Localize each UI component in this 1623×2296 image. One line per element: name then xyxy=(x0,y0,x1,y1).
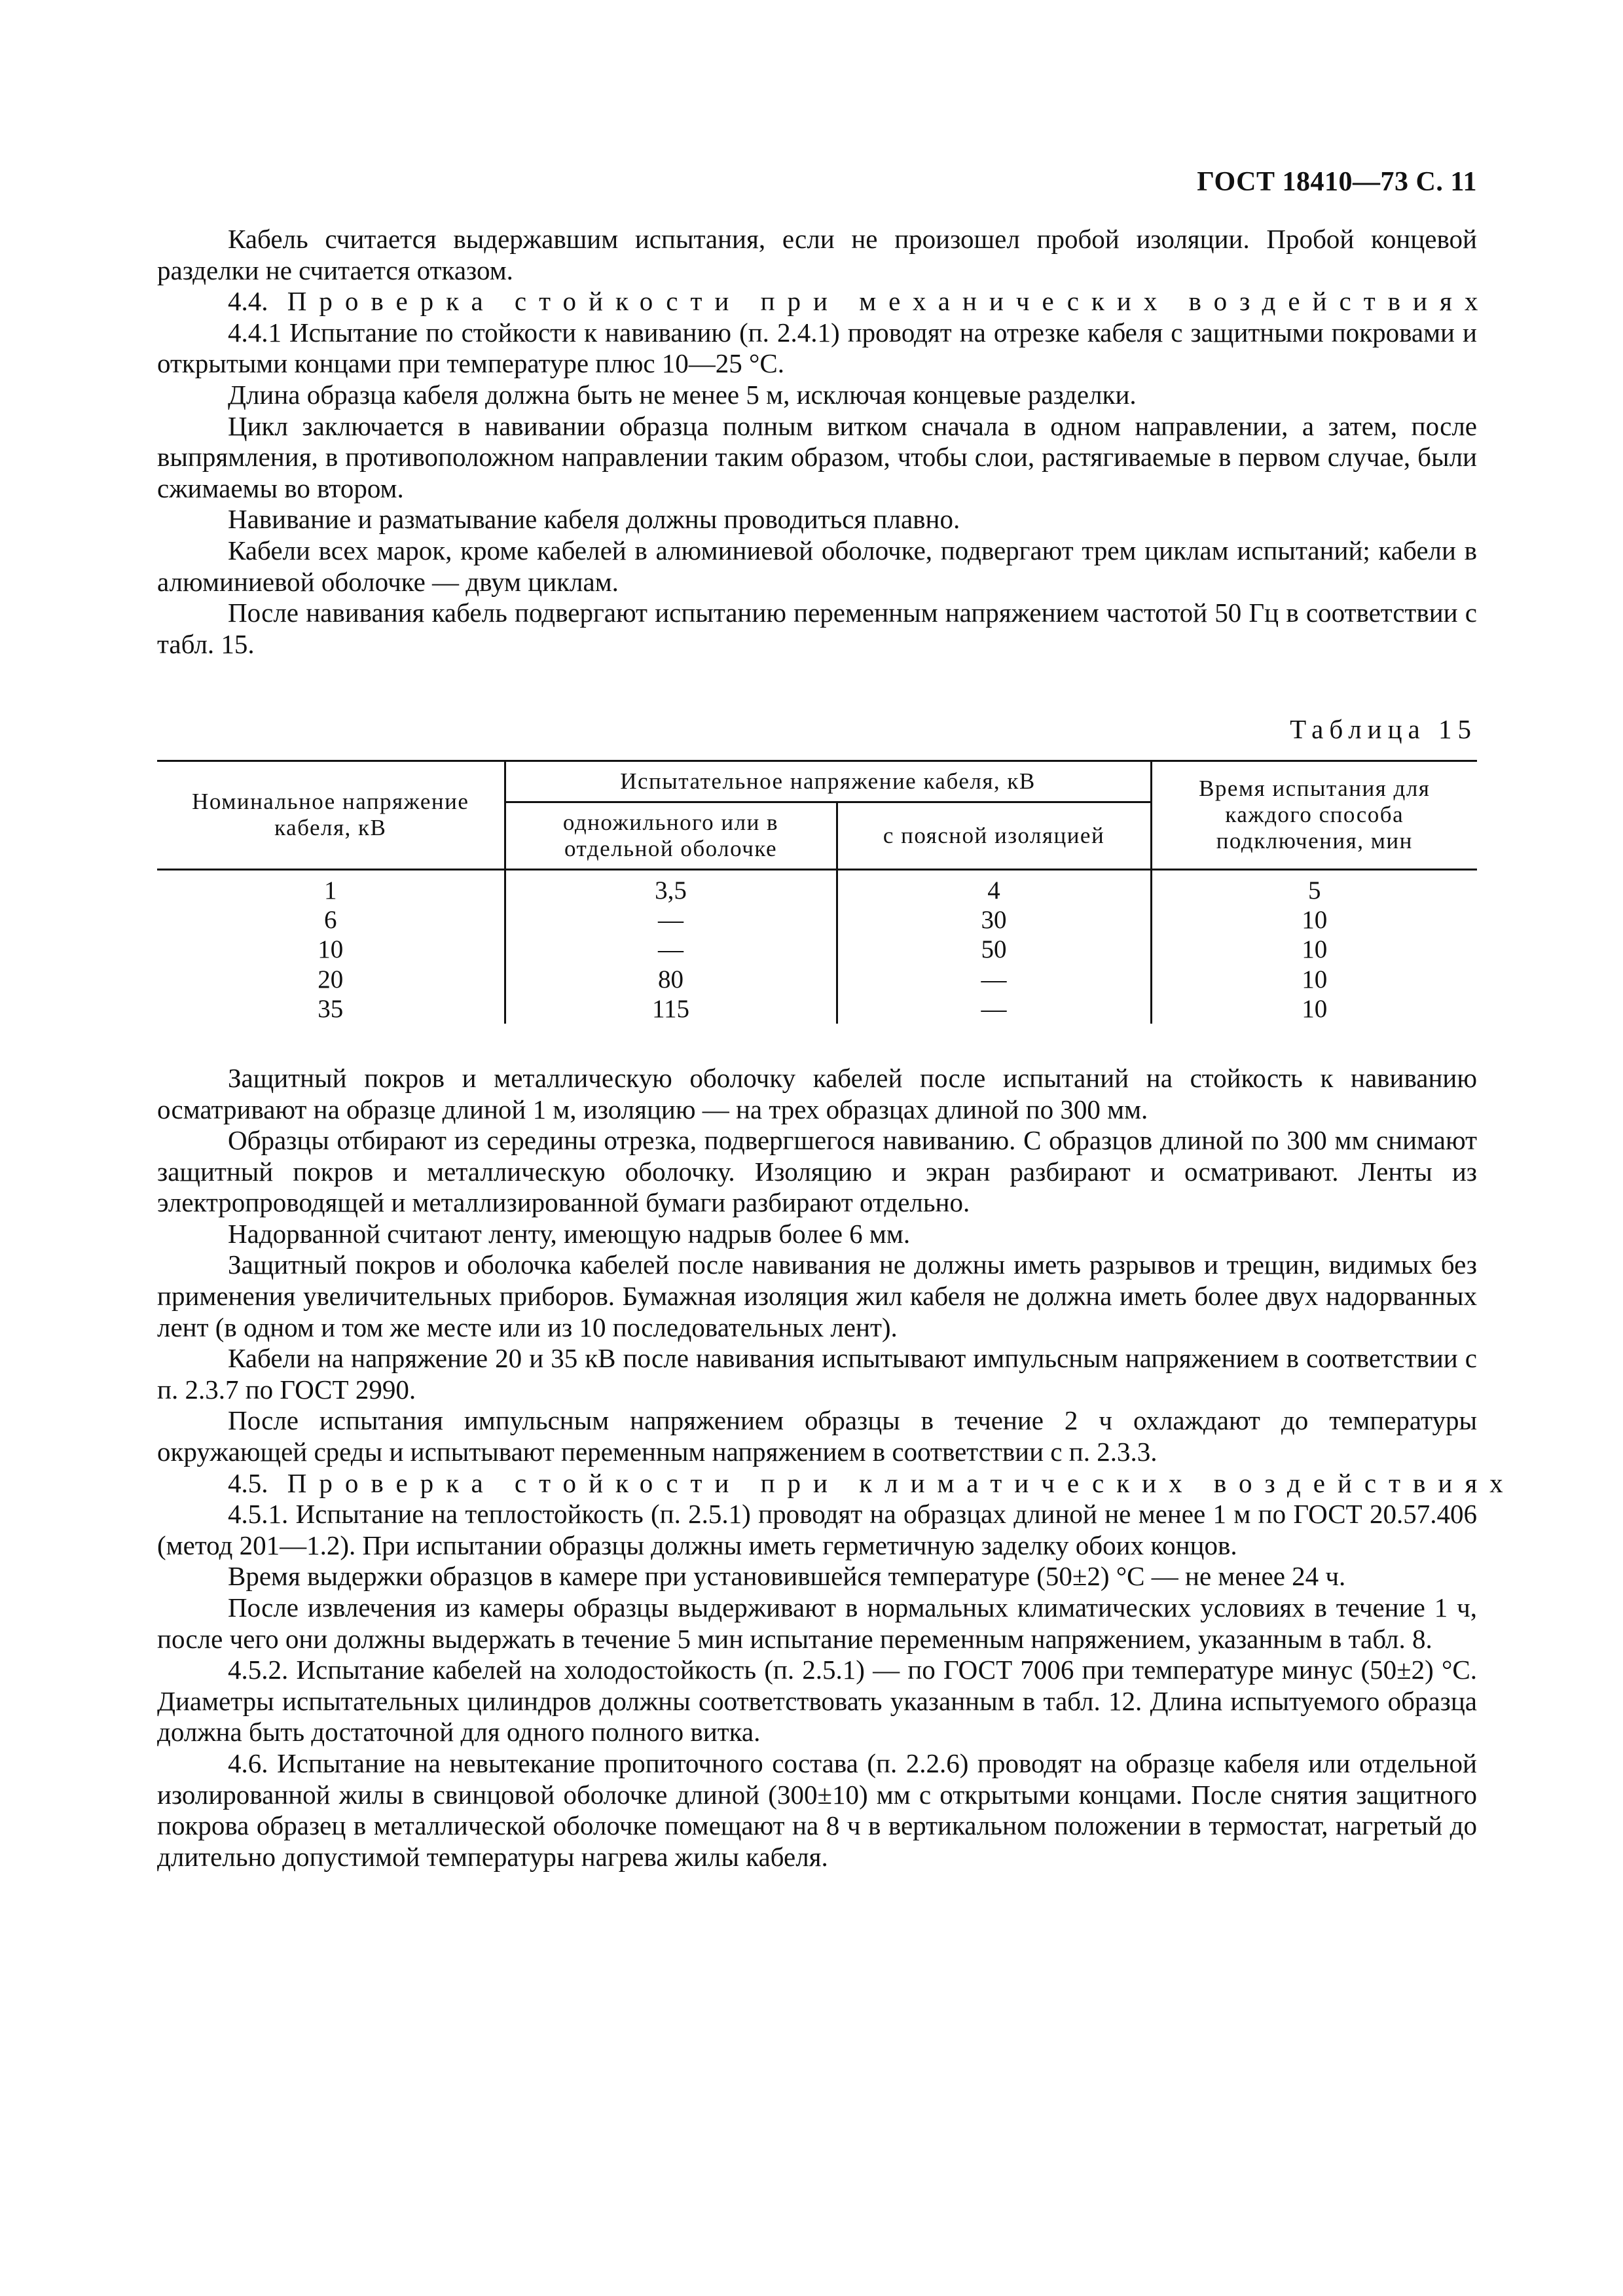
paragraph: Образцы отбирают из середины отрезка, подвергшегося навиванию. С образцов длиной по 300 мм снимают защитный покров и металлическую оболочку. Изоляцию и экран разбирают и осматривают. Ленты из электропроводящей и металлизированной бумаги разбирают отдельно. xyxy=(157,1125,1477,1218)
paragraph: Длина образца кабеля должна быть не менее 5 м, исключая концевые разделки. xyxy=(228,379,1137,410)
paragraph: Кабели на напряжение 20 и 35 кВ после навивания испытывают импульсным напряжением в соответствии с п. 2.3.7 по ГОСТ 2990. xyxy=(157,1343,1477,1405)
cell-single: 3,5 xyxy=(505,869,837,905)
cell-belt: 4 xyxy=(837,869,1151,905)
section-heading-4-4 xyxy=(157,286,1491,317)
paragraph: Надорванной считают ленту, имеющую надрыв более 6 мм. xyxy=(228,1218,911,1249)
cell-belt: — xyxy=(837,994,1151,1024)
cell-nominal: 35 xyxy=(318,994,344,1023)
section-number: 4.4. xyxy=(228,286,268,317)
paragraph: Время выдержки образцов в камере при установившейся температуре (50±2) °С — не менее 24 ч. xyxy=(228,1561,1346,1592)
cell-belt: — xyxy=(837,965,1151,994)
cell-belt: 30 xyxy=(837,905,1151,935)
section-heading-4-5 xyxy=(157,1467,1516,1499)
table-15 xyxy=(157,760,1477,1024)
header-nominal-voltage: Номинальное напряжение кабеля, кВ xyxy=(157,761,505,869)
cell-time: 10 xyxy=(1151,994,1477,1024)
cell-nominal: 6 xyxy=(324,906,337,935)
cell-single: 80 xyxy=(505,965,837,994)
paragraph: 4.6. Испытание на невытекание пропиточного состава (п. 2.2.6) проводят на образце кабеля или отдельной изолированной жилы в свинцовой оболочке длиной (300±10) мм с открытыми концами. После снятия защитного покрова образец в металлической оболочке помещают на 8 ч в вертикальном положении в термостат, нагретый до длительно допустимой температуры нагрева жилы кабеля. xyxy=(157,1748,1477,1872)
table-row xyxy=(157,869,1477,905)
section-number: 4.5. xyxy=(228,1467,268,1498)
paragraph: 4.5.1. Испытание на теплостойкость (п. 2.5.1) проводят на образцах длиной не менее 1 м по ГОСТ 20.57.406 (метод 201—1.2). При испытании образцы должны иметь герметичную заделку обоих концов. xyxy=(157,1499,1477,1560)
cell-nominal: 10 xyxy=(318,935,344,964)
paragraph: После навивания кабель подвергают испытанию переменным напряжением частотой 50 Гц в соответствии с табл. 15. xyxy=(157,598,1477,659)
page-header: ГОСТ 18410—73 С. 11 xyxy=(1197,167,1477,197)
cell-single: — xyxy=(505,935,837,964)
paragraph: Цикл заключается в навивании образца полным витком сначала в одном направлении, а затем, после выпрямления, в противоположном направлении таким образом, чтобы слои, растягиваемые в первом случае, были сжимаемы во втором. xyxy=(157,410,1477,503)
header-belt-insulation: с поясной изоляцией xyxy=(837,802,1151,869)
table-row xyxy=(157,965,1477,994)
cell-time: 10 xyxy=(1151,935,1477,964)
cell-time: 10 xyxy=(1151,965,1477,994)
paragraph: Защитный покров и оболочка кабелей после навивания не должны иметь разрывов и трещин, видимых без применения увеличительных приборов. Бумажная изоляция жил кабеля не должна иметь более двух надорванных лент (в одном и том же месте или из 10 последовательных лент). xyxy=(157,1249,1477,1342)
cell-single: — xyxy=(505,905,837,935)
cell-belt: 50 xyxy=(837,935,1151,964)
cell-nominal: 1 xyxy=(324,876,337,905)
paragraph: Навивание и разматывание кабеля должны проводиться плавно. xyxy=(228,504,960,535)
table-row xyxy=(157,905,1477,935)
paragraph: Кабели всех марок, кроме кабелей в алюминиевой оболочке, подвергают трем циклам испытаний; кабели в алюминиевой оболочке — двум циклам. xyxy=(157,535,1477,597)
table-row xyxy=(157,935,1477,964)
header-test-time: Время испытания для каждого способа подключения, мин xyxy=(1151,761,1477,869)
paragraph: Кабель считается выдержавшим испытания, если не произошел пробой изоляции. Пробой концевой разделки не считается отказом. xyxy=(157,224,1477,285)
section-title: Проверка стойкости при климатических воздействиях xyxy=(287,1467,1516,1498)
cell-single: 115 xyxy=(505,994,837,1024)
paragraph: 4.4.1 Испытание по стойкости к навиванию (п. 2.4.1) проводят на отрезке кабеля с защитными покровами и открытыми концами при температуре плюс 10—25 °С. xyxy=(157,317,1477,379)
cell-time: 5 xyxy=(1151,869,1477,905)
table-caption: Таблица 15 xyxy=(1290,714,1477,745)
after-table-section xyxy=(157,1062,1516,1873)
section-title: Проверка стойкости при механических воздействиях xyxy=(287,286,1491,317)
cell-nominal: 20 xyxy=(318,965,344,994)
paragraph: После извлечения из камеры образцы выдерживают в нормальных климатических условиях в течение 1 ч, после чего они должны выдержать в течение 5 мин испытание переменным напряжением, указанным в табл. 8. xyxy=(157,1592,1477,1654)
paragraph: 4.5.2. Испытание кабелей на холодостойкость (п. 2.5.1) — по ГОСТ 7006 при температуре минус (50±2) °С. Диаметры испытательных цилиндров должны соответствовать указанным в табл. 12. Длина испытуемого образца должна быть достаточной для одного полного витка. xyxy=(157,1655,1477,1748)
table-row xyxy=(157,994,1477,1024)
header-single-core: одножильного или в отдельной оболочке xyxy=(505,802,837,869)
paragraph: Защитный покров и металлическую оболочку кабелей после испытаний на стойкость к навиванию осматривают на образце длиной 1 м, изоляцию — на трех образцах длиной по 300 мм. xyxy=(157,1062,1477,1124)
document-body xyxy=(157,224,1516,1873)
paragraph: После испытания импульсным напряжением образцы в течение 2 ч охлаждают до температуры окружающей среды и испытывают переменным напряжением в соответствии с п. 2.3.3. xyxy=(157,1405,1477,1467)
header-test-voltage: Испытательное напряжение кабеля, кВ xyxy=(505,761,1151,802)
cell-time: 10 xyxy=(1151,905,1477,935)
